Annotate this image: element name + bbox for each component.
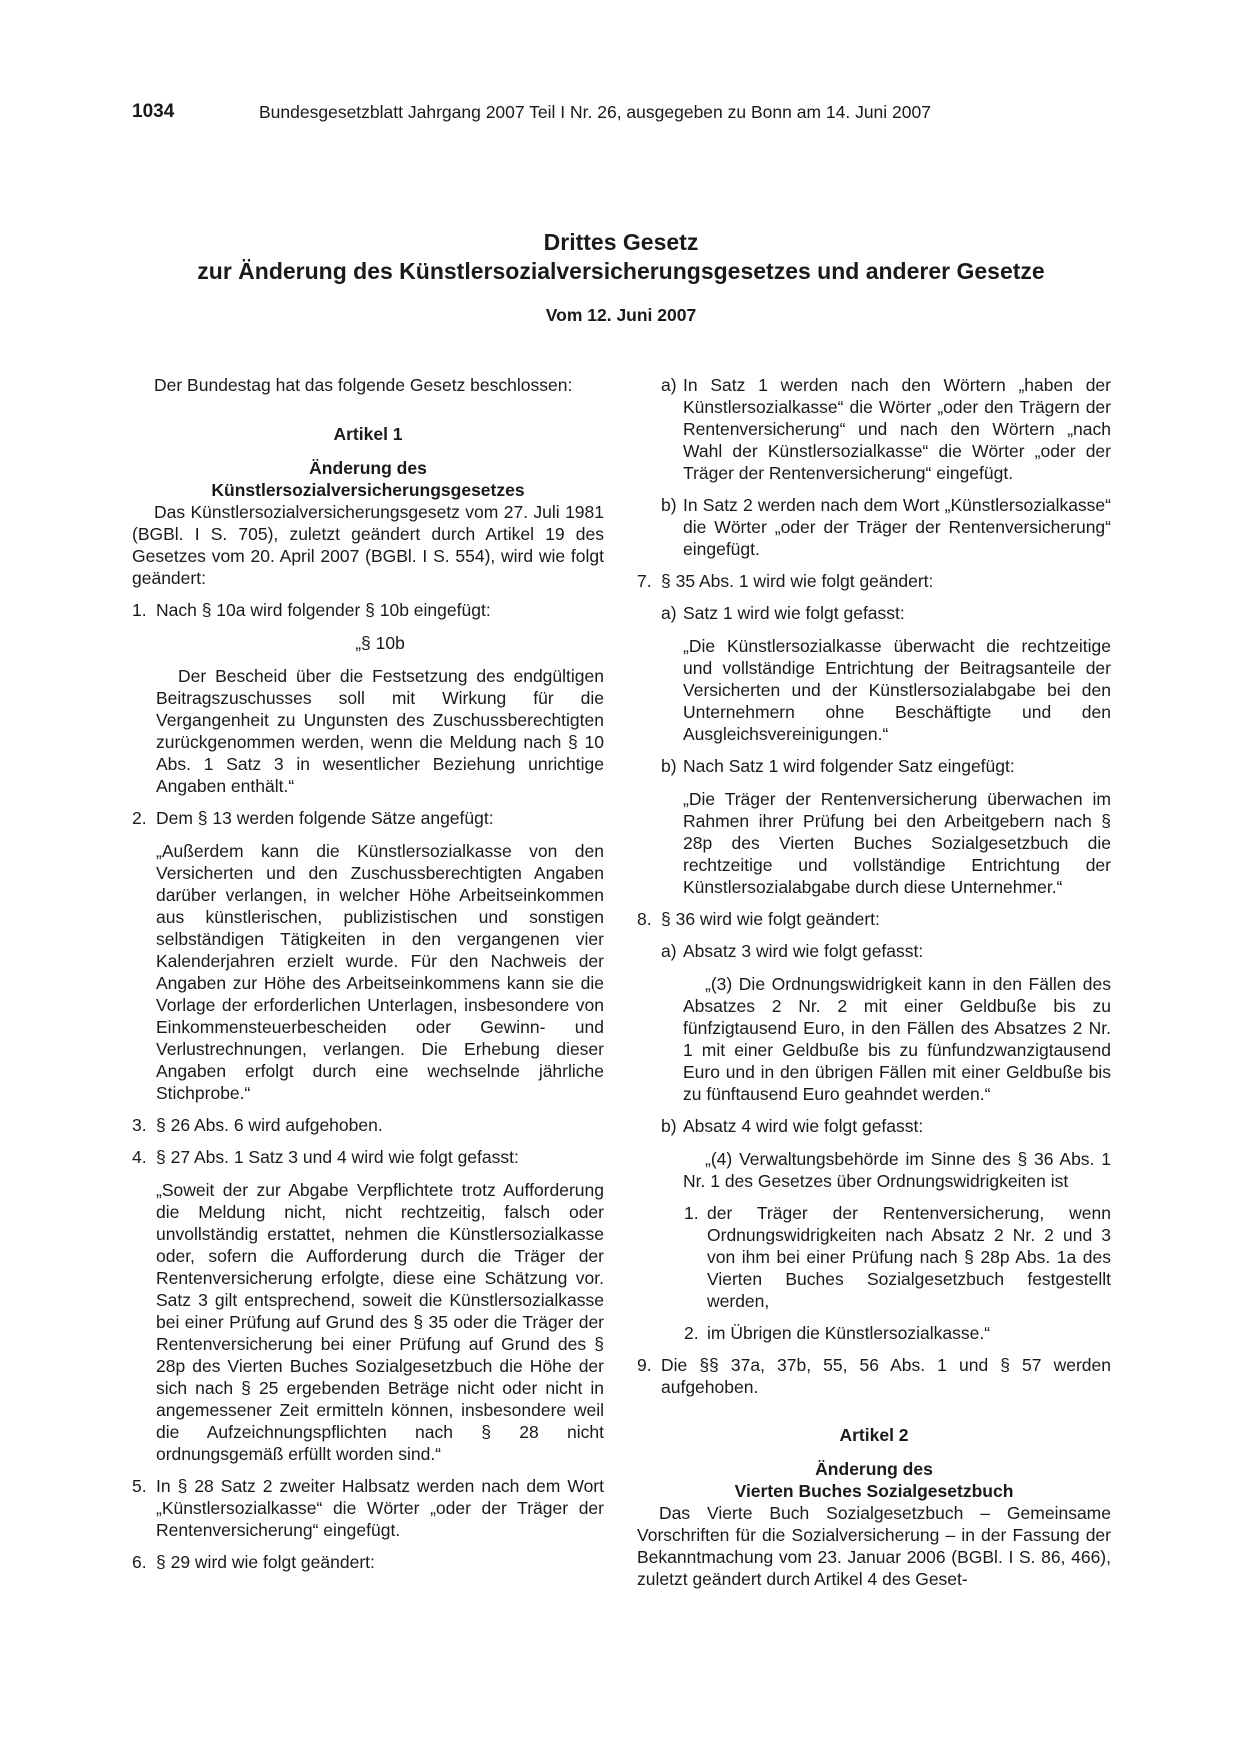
list-item-text: § 35 Abs. 1 wird wie folgt geändert:	[661, 571, 934, 591]
page-number: 1034	[132, 101, 175, 122]
law-title-line-1: Drittes Gesetz	[543, 229, 699, 255]
page-header	[132, 101, 1112, 127]
para-4-item-2	[637, 1322, 1111, 1344]
section-10b-heading: „§ 10b	[355, 633, 405, 653]
preamble: Der Bundestag hat das folgende Gesetz beschlossen:	[154, 375, 573, 395]
subitem-letter: b)	[661, 1116, 677, 1136]
list-item-6	[132, 1551, 604, 1573]
subitem-letter: a)	[661, 941, 677, 961]
list-item-number: 3.	[132, 1115, 147, 1135]
list-item-3	[132, 1114, 604, 1136]
section-36-para-3-quote: „(3) Die Ordnungswidrigkeit kann in den Fällen des Absatzes 2 Nr. 2 mit einer Geldbuße bis zu fünfzigtausend Euro, in den Fällen des Absatzes 2 Nr. 1 mit einer Geldbuße bis zu fünfundzwanzigtausend Euro und in den übrigen Fällen mit einer Geldbuße bis zu fünftausend Euro geahndet werden.“	[683, 974, 1111, 1104]
title-block	[130, 228, 1112, 326]
para-4-item-1	[637, 1202, 1111, 1312]
list-item-text: § 26 Abs. 6 wird aufgehoben.	[156, 1115, 383, 1135]
subitem-letter: b)	[661, 756, 677, 776]
list-item-number: 5.	[132, 1476, 147, 1496]
subitem-text: Absatz 4 wird wie folgt gefasst:	[683, 1116, 924, 1136]
list-item-8	[637, 908, 1111, 930]
list-item-number: 6.	[132, 1552, 147, 1572]
list-subitem-6b	[637, 494, 1111, 560]
list-item-number: 2.	[132, 808, 147, 828]
article-1-title-line-2: Künstlersozialversicherungsgesetzes	[211, 480, 525, 500]
article-2-title-line-2: Vierten Buches Sozialgesetzbuch	[734, 1481, 1014, 1501]
list-item-text: Die §§ 37a, 37b, 55, 56 Abs. 1 und § 57 werden aufgehoben.	[661, 1355, 1111, 1397]
list-item-number: 4.	[132, 1147, 147, 1167]
list-item-text: Nach § 10a wird folgender § 10b eingefügt:	[156, 600, 491, 620]
list-item-number: 7.	[637, 571, 652, 591]
section-10b-text: Der Bescheid über die Festsetzung des endgültigen Beitragszuschusses soll mit Wirkung für die Vergangenheit zu Ungunsten des Zuschussberechtigten zurückgenommen werden, wenn die Meldung nach § 10 Abs. 1 Satz 3 in wesentlicher Beziehung unrichtige Angaben enthält.“	[156, 666, 604, 796]
list-subitem-8b	[637, 1115, 1111, 1137]
list-item-text: § 29 wird wie folgt geändert:	[156, 1552, 375, 1572]
section-35-new-sentence-quote: „Die Träger der Rentenversicherung überwachen im Rahmen ihrer Prüfung bei den Arbeitgebern nach § 28p des Vierten Buches Sozialgesetzbuch die rechtzeitige und vollständige Entrichtung der Künstlersozialabgabe durch diese Unternehmer.“	[683, 789, 1111, 897]
list-item-4	[132, 1146, 604, 1168]
subitem-text: In Satz 1 werden nach den Wörtern „haben der Künstlersozialkasse“ die Wörter „oder den Trägern der Rentenversicherung“ und nach den Wörtern „nach Wahl der Künstlersozialkasse“ die Wörter „oder der Träger der Rentenversicherung“ eingefügt.	[683, 375, 1111, 483]
article-2-label: Artikel 2	[839, 1425, 909, 1445]
subitem-text: Nach Satz 1 wird folgender Satz eingefügt:	[683, 756, 1015, 776]
list-item-5	[132, 1475, 604, 1541]
publication-header: Bundesgesetzblatt Jahrgang 2007 Teil I Nr. 26, ausgegeben zu Bonn am 14. Juni 2007	[259, 102, 931, 122]
list-subitem-7a	[637, 602, 1111, 624]
subitem-letter: b)	[661, 495, 677, 515]
section-27-quote: „Soweit der zur Abgabe Verpflichtete trotz Aufforderung die Meldung nicht, nicht rechtzeitig, falsch oder unvollständig erstattet, nehmen die Künstlersozialkasse oder, sofern die Aufforderung durch die Träger der Rentenversicherung erfolgte, diese eine Schätzung vor. Satz 3 gilt entsprechend, soweit die Künstlersozialkasse bei einer Prüfung auf Grund des § 35 oder die Träger der Rentenversicherung bei einer Prüfung auf Grund des § 28p des Vierten Buches Sozialgesetzbuch die Höhe der sich nach § 25 ergebenden Beträge nicht oder nicht in angemessener Zeit ermitteln können, insbesondere weil die Aufzeichnungspflichten nach § 28 nicht ordnungsgemäß erfüllt worden sind.“	[156, 1180, 604, 1464]
article-2-intro: Das Vierte Buch Sozialgesetzbuch – Gemeinsame Vorschriften für die Sozialversicherung – in der Fassung der Bekanntmachung vom 23. Januar 2006 (BGBl. I S. 86, 466), zuletzt geändert durch Artikel 4 des Geset-	[637, 1503, 1111, 1589]
list-item-text: § 36 wird wie folgt geändert:	[661, 909, 880, 929]
subitem-letter: a)	[661, 603, 677, 623]
subitem-text: Absatz 3 wird wie folgt gefasst:	[683, 941, 924, 961]
law-title-line-2: zur Änderung des Künstlersozialversicherungsgesetzes und anderer Gesetze	[197, 258, 1045, 284]
section-36-para-4-quote: „(4) Verwaltungsbehörde im Sinne des § 36 Abs. 1 Nr. 1 des Gesetzes über Ordnungswidrigkeiten ist	[683, 1149, 1111, 1191]
list-subitem-6a	[637, 374, 1111, 484]
right-column	[637, 374, 1111, 1590]
list-item-2	[132, 807, 604, 829]
article-2-title-line-1: Änderung des	[815, 1459, 933, 1479]
list-item-number: 9.	[637, 1355, 652, 1375]
list-item-text: § 27 Abs. 1 Satz 3 und 4 wird wie folgt gefasst:	[156, 1147, 519, 1167]
subsub-text: im Übrigen die Künstlersozialkasse.“	[707, 1323, 991, 1343]
subitem-text: In Satz 2 werden nach dem Wort „Künstlersozialkasse“ die Wörter „oder der Träger der Rentenversicherung“ eingefügt.	[683, 495, 1111, 559]
subitem-text: Satz 1 wird wie folgt gefasst:	[683, 603, 905, 623]
section-35-sentence-1-quote: „Die Künstlersozialkasse überwacht die rechtzeitige und vollständige Entrichtung der Beitragsanteile der Versicherten und der Künstlersozialabgabe bei den Unternehmern ohne Beschäftigte und den Ausgleichsvereinigungen.“	[683, 636, 1111, 744]
left-column	[132, 374, 604, 1573]
article-1-label: Artikel 1	[333, 424, 403, 444]
list-item-7	[637, 570, 1111, 592]
law-date: Vom 12. Juni 2007	[545, 305, 697, 325]
list-item-number: 1.	[132, 600, 147, 620]
list-item-text: In § 28 Satz 2 zweiter Halbsatz werden nach dem Wort „Künstlersozialkasse“ die Wörter „oder der Träger der Rentenversicherung“ eingefügt.	[156, 1476, 604, 1540]
list-item-number: 8.	[637, 909, 652, 929]
subitem-letter: a)	[661, 375, 677, 395]
list-item-text: Dem § 13 werden folgende Sätze angefügt:	[156, 808, 494, 828]
list-item-1	[132, 599, 604, 621]
subsub-number: 1.	[684, 1203, 699, 1223]
subsub-number: 2.	[684, 1323, 699, 1343]
article-1-title-line-1: Änderung des	[309, 458, 427, 478]
list-subitem-7b	[637, 755, 1111, 777]
list-item-9	[637, 1354, 1111, 1398]
list-subitem-8a	[637, 940, 1111, 962]
subsub-text: der Träger der Rentenversicherung, wenn Ordnungswidrigkeiten nach Absatz 2 Nr. 2 und 3 von ihm bei einer Prüfung nach § 28p Abs. 1a des Vierten Buches Sozialgesetzbuch festgestellt werden,	[707, 1203, 1111, 1311]
section-13-quote: „Außerdem kann die Künstlersozialkasse von den Versicherten und den Zuschussberechtigten Angaben darüber verlangen, in welcher Höhe Arbeitseinkommen aus künstlerischen, publizistischen und sonstigen selbständigen Tätigkeiten in den vergangenen vier Kalenderjahren erzielt wurde. Für den Nachweis der Angaben zur Höhe des Arbeitseinkommens kann sie die Vorlage der erforderlichen Unterlagen, insbesondere von Einkommensteuerbescheiden oder Gewinn- und Verlustrechnungen, verlangen. Die Erhebung dieser Angaben erfolgt durch eine wechselnde jährliche Stichprobe.“	[156, 841, 604, 1103]
article-1-intro: Das Künstlersozialversicherungsgesetz vom 27. Juli 1981 (BGBl. I S. 705), zuletzt geändert durch Artikel 19 des Gesetzes vom 20. April 2007 (BGBl. I S. 554), wird wie folgt geändert:	[132, 502, 604, 588]
